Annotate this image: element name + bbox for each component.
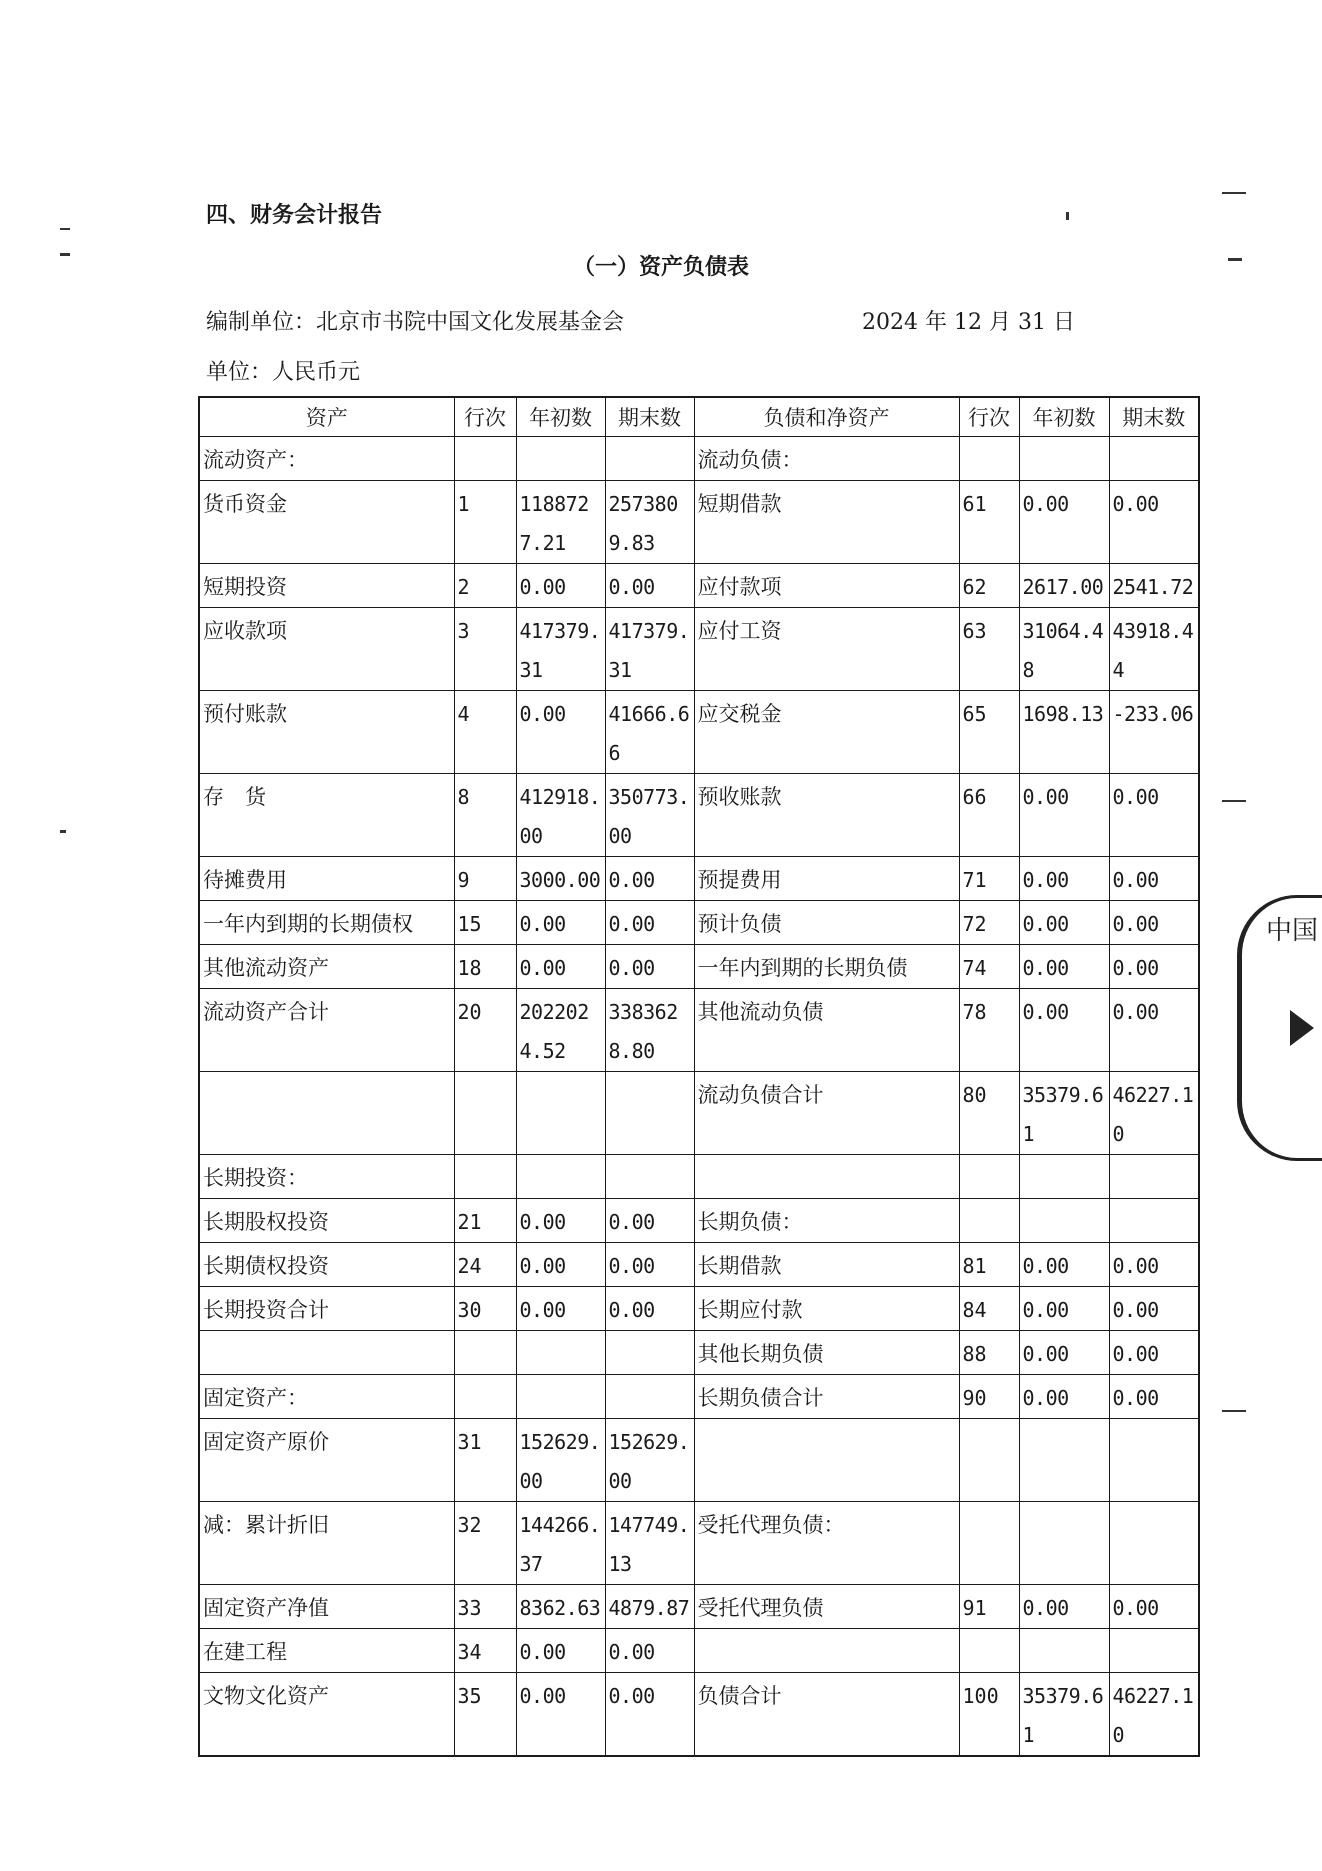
liability-name: 长期借款 <box>694 1243 959 1287</box>
table-row <box>199 1243 1199 1287</box>
asset-line-no: 35 <box>454 1673 516 1757</box>
liability-end-value: 0.00 <box>1109 989 1199 1072</box>
asset-end-value: 0.00 <box>605 1673 694 1757</box>
table-row <box>199 989 1199 1072</box>
table-row <box>199 1375 1199 1419</box>
asset-begin-value <box>516 437 605 481</box>
liability-name: 流动负债合计 <box>694 1072 959 1155</box>
asset-end-value: 0.00 <box>605 901 694 945</box>
liability-name: 其他长期负债 <box>694 1331 959 1375</box>
table-row <box>199 901 1199 945</box>
asset-begin-value: 1188727.21 <box>516 481 605 564</box>
asset-name: 文物文化资产 <box>199 1673 454 1757</box>
asset-name: 长期投资： <box>199 1155 454 1199</box>
asset-begin-value: 417379.31 <box>516 608 605 691</box>
asset-name: 在建工程 <box>199 1629 454 1673</box>
asset-line-no: 24 <box>454 1243 516 1287</box>
liability-name: 长期负债合计 <box>694 1375 959 1419</box>
asset-line-no <box>454 1331 516 1375</box>
liability-line-no <box>959 1199 1019 1243</box>
asset-name: 存 货 <box>199 774 454 857</box>
asset-name: 一年内到期的长期债权 <box>199 901 454 945</box>
asset-begin-value: 2022024.52 <box>516 989 605 1072</box>
asset-begin-value: 0.00 <box>516 1199 605 1243</box>
asset-end-value <box>605 1375 694 1419</box>
asset-end-value: 0.00 <box>605 857 694 901</box>
liability-end-value: 2541.72 <box>1109 564 1199 608</box>
asset-name: 货币资金 <box>199 481 454 564</box>
liability-name: 应付工资 <box>694 608 959 691</box>
table-row <box>199 1155 1199 1199</box>
table-row <box>199 564 1199 608</box>
asset-begin-value <box>516 1155 605 1199</box>
asset-end-value <box>605 1331 694 1375</box>
asset-line-no <box>454 437 516 481</box>
asset-line-no: 31 <box>454 1419 516 1502</box>
asset-line-no <box>454 1155 516 1199</box>
liability-end-value: 0.00 <box>1109 1331 1199 1375</box>
asset-line-no: 33 <box>454 1585 516 1629</box>
asset-end-value <box>605 1072 694 1155</box>
table-row <box>199 1673 1199 1757</box>
header-end: 期末数 <box>1109 397 1199 437</box>
table-header-row <box>199 397 1199 437</box>
asset-name <box>199 1072 454 1155</box>
liability-line-no: 91 <box>959 1585 1019 1629</box>
header-line-no: 行次 <box>959 397 1019 437</box>
asset-begin-value: 0.00 <box>516 945 605 989</box>
liability-begin-value: 0.00 <box>1019 1243 1109 1287</box>
liability-end-value <box>1109 1199 1199 1243</box>
liability-begin-value: 0.00 <box>1019 774 1109 857</box>
liability-name: 预提费用 <box>694 857 959 901</box>
liability-end-value: 46227.10 <box>1109 1673 1199 1757</box>
liability-line-no <box>959 1155 1019 1199</box>
table-row <box>199 608 1199 691</box>
liability-end-value: 0.00 <box>1109 774 1199 857</box>
asset-end-value: 152629.00 <box>605 1419 694 1502</box>
asset-name: 其他流动资产 <box>199 945 454 989</box>
table-row <box>199 1629 1199 1673</box>
liability-line-no: 66 <box>959 774 1019 857</box>
table-row <box>199 1287 1199 1331</box>
section-title: 四、财务会计报告 <box>206 202 383 228</box>
asset-end-value: 350773.00 <box>605 774 694 857</box>
liability-end-value: 0.00 <box>1109 901 1199 945</box>
liability-begin-value: 35379.61 <box>1019 1673 1109 1757</box>
asset-line-no: 30 <box>454 1287 516 1331</box>
asset-line-no: 15 <box>454 901 516 945</box>
asset-begin-value: 0.00 <box>516 691 605 774</box>
liability-end-value: 46227.10 <box>1109 1072 1199 1155</box>
asset-begin-value <box>516 1331 605 1375</box>
asset-name: 长期股权投资 <box>199 1199 454 1243</box>
report-date: 2024 年 12 月 31 日 <box>862 310 1075 335</box>
asset-name: 流动资产： <box>199 437 454 481</box>
liability-begin-value: 0.00 <box>1019 1287 1109 1331</box>
liability-begin-value <box>1019 1502 1109 1585</box>
header-asset: 资产 <box>199 397 454 437</box>
asset-name <box>199 1331 454 1375</box>
liability-name: 短期借款 <box>694 481 959 564</box>
table-row <box>199 1585 1199 1629</box>
liability-begin-value: 31064.48 <box>1019 608 1109 691</box>
liability-line-no <box>959 1629 1019 1673</box>
asset-end-value <box>605 1155 694 1199</box>
table-row <box>199 857 1199 901</box>
header-line-no: 行次 <box>454 397 516 437</box>
asset-end-value: 0.00 <box>605 1243 694 1287</box>
liability-begin-value: 1698.13 <box>1019 691 1109 774</box>
balance-sheet-table <box>198 396 1200 1757</box>
asset-line-no: 9 <box>454 857 516 901</box>
asset-line-no: 34 <box>454 1629 516 1673</box>
liability-line-no: 88 <box>959 1331 1019 1375</box>
asset-name: 预付账款 <box>199 691 454 774</box>
liability-begin-value <box>1019 1155 1109 1199</box>
asset-end-value: 0.00 <box>605 1287 694 1331</box>
table-row <box>199 1072 1199 1155</box>
liability-name <box>694 1155 959 1199</box>
stamp-seal-text: 中国 <box>1265 916 1318 946</box>
liability-line-no: 100 <box>959 1673 1019 1757</box>
table-row <box>199 1502 1199 1585</box>
asset-end-value: 0.00 <box>605 1199 694 1243</box>
liability-line-no: 80 <box>959 1072 1019 1155</box>
asset-name: 应收款项 <box>199 608 454 691</box>
liability-name: 其他流动负债 <box>694 989 959 1072</box>
asset-name: 流动资产合计 <box>199 989 454 1072</box>
liability-begin-value <box>1019 1629 1109 1673</box>
liability-begin-value <box>1019 437 1109 481</box>
asset-begin-value: 412918.00 <box>516 774 605 857</box>
asset-end-value: 41666.66 <box>605 691 694 774</box>
liability-end-value <box>1109 1419 1199 1502</box>
scan-speck <box>60 830 66 833</box>
asset-begin-value: 0.00 <box>516 901 605 945</box>
liability-name: 一年内到期的长期负债 <box>694 945 959 989</box>
currency-unit: 单位：人民币元 <box>206 360 361 385</box>
scan-speck <box>1066 212 1069 220</box>
liability-end-value: 0.00 <box>1109 1287 1199 1331</box>
header-begin: 年初数 <box>516 397 605 437</box>
asset-name: 固定资产： <box>199 1375 454 1419</box>
liability-name: 负债合计 <box>694 1673 959 1757</box>
table-row <box>199 945 1199 989</box>
liability-name: 应付款项 <box>694 564 959 608</box>
liability-end-value <box>1109 1629 1199 1673</box>
liability-name: 长期应付款 <box>694 1287 959 1331</box>
liability-line-no: 62 <box>959 564 1019 608</box>
liability-line-no: 71 <box>959 857 1019 901</box>
preparing-unit: 编制单位：北京市书院中国文化发展基金会 <box>206 310 625 335</box>
asset-begin-value: 8362.63 <box>516 1585 605 1629</box>
asset-begin-value <box>516 1375 605 1419</box>
asset-line-no: 3 <box>454 608 516 691</box>
asset-begin-value: 152629.00 <box>516 1419 605 1502</box>
asset-begin-value: 0.00 <box>516 1287 605 1331</box>
asset-end-value: 4879.87 <box>605 1585 694 1629</box>
asset-end-value: 0.00 <box>605 564 694 608</box>
liability-line-no: 81 <box>959 1243 1019 1287</box>
liability-line-no: 72 <box>959 901 1019 945</box>
liability-line-no: 61 <box>959 481 1019 564</box>
asset-line-no: 2 <box>454 564 516 608</box>
table-row <box>199 1199 1199 1243</box>
liability-name: 长期负债： <box>694 1199 959 1243</box>
asset-line-no: 4 <box>454 691 516 774</box>
table-title: （一）资产负债表 <box>572 254 749 280</box>
liability-line-no: 65 <box>959 691 1019 774</box>
liability-line-no: 63 <box>959 608 1019 691</box>
liability-name: 预收账款 <box>694 774 959 857</box>
asset-begin-value: 0.00 <box>516 564 605 608</box>
asset-begin-value: 0.00 <box>516 1673 605 1757</box>
asset-begin-value: 144266.37 <box>516 1502 605 1585</box>
liability-end-value: 43918.44 <box>1109 608 1199 691</box>
liability-name <box>694 1629 959 1673</box>
liability-begin-value <box>1019 1419 1109 1502</box>
liability-name: 预计负债 <box>694 901 959 945</box>
liability-begin-value <box>1019 1199 1109 1243</box>
header-liability: 负债和净资产 <box>694 397 959 437</box>
liability-name: 受托代理负债： <box>694 1502 959 1585</box>
asset-name: 固定资产净值 <box>199 1585 454 1629</box>
liability-end-value: 0.00 <box>1109 1243 1199 1287</box>
liability-end-value: 0.00 <box>1109 857 1199 901</box>
stamp-seal-mark <box>1290 1010 1314 1046</box>
scan-speck <box>1222 1410 1246 1412</box>
asset-line-no: 1 <box>454 481 516 564</box>
header-begin: 年初数 <box>1019 397 1109 437</box>
asset-end-value: 0.00 <box>605 945 694 989</box>
asset-end-value: 0.00 <box>605 1629 694 1673</box>
liability-name: 受托代理负债 <box>694 1585 959 1629</box>
liability-end-value: 0.00 <box>1109 481 1199 564</box>
liability-line-no: 74 <box>959 945 1019 989</box>
scan-speck <box>60 253 70 256</box>
liability-end-value <box>1109 1155 1199 1199</box>
liability-begin-value: 0.00 <box>1019 901 1109 945</box>
liability-begin-value: 0.00 <box>1019 1331 1109 1375</box>
table-row <box>199 774 1199 857</box>
asset-end-value: 417379.31 <box>605 608 694 691</box>
liability-begin-value: 0.00 <box>1019 1585 1109 1629</box>
liability-line-no: 78 <box>959 989 1019 1072</box>
table-row <box>199 691 1199 774</box>
liability-end-value: 0.00 <box>1109 1375 1199 1419</box>
liability-begin-value: 0.00 <box>1019 989 1109 1072</box>
asset-name: 长期债权投资 <box>199 1243 454 1287</box>
asset-end-value: 147749.13 <box>605 1502 694 1585</box>
asset-end-value <box>605 437 694 481</box>
asset-line-no: 8 <box>454 774 516 857</box>
liability-begin-value: 0.00 <box>1019 481 1109 564</box>
liability-line-no <box>959 1419 1019 1502</box>
liability-begin-value: 0.00 <box>1019 1375 1109 1419</box>
liability-name <box>694 1419 959 1502</box>
asset-name: 固定资产原价 <box>199 1419 454 1502</box>
liability-line-no: 90 <box>959 1375 1019 1419</box>
asset-end-value: 3383628.80 <box>605 989 694 1072</box>
asset-name: 待摊费用 <box>199 857 454 901</box>
table-row <box>199 1331 1199 1375</box>
liability-begin-value: 35379.61 <box>1019 1072 1109 1155</box>
liability-end-value: -233.06 <box>1109 691 1199 774</box>
asset-line-no: 32 <box>454 1502 516 1585</box>
scan-speck <box>1228 258 1242 261</box>
table-row <box>199 1419 1199 1502</box>
asset-name: 长期投资合计 <box>199 1287 454 1331</box>
liability-line-no: 84 <box>959 1287 1019 1331</box>
liability-end-value <box>1109 437 1199 481</box>
asset-begin-value: 3000.00 <box>516 857 605 901</box>
asset-name: 短期投资 <box>199 564 454 608</box>
liability-end-value: 0.00 <box>1109 1585 1199 1629</box>
asset-begin-value <box>516 1072 605 1155</box>
scan-speck <box>1222 800 1246 802</box>
asset-line-no <box>454 1375 516 1419</box>
asset-line-no: 18 <box>454 945 516 989</box>
liability-begin-value: 0.00 <box>1019 857 1109 901</box>
asset-begin-value: 0.00 <box>516 1243 605 1287</box>
liability-name: 流动负债： <box>694 437 959 481</box>
liability-line-no <box>959 1502 1019 1585</box>
header-end: 期末数 <box>605 397 694 437</box>
liability-end-value: 0.00 <box>1109 945 1199 989</box>
liability-line-no <box>959 437 1019 481</box>
liability-begin-value: 2617.00 <box>1019 564 1109 608</box>
asset-line-no: 20 <box>454 989 516 1072</box>
table-row <box>199 481 1199 564</box>
table-row <box>199 437 1199 481</box>
asset-name: 减：累计折旧 <box>199 1502 454 1585</box>
asset-end-value: 2573809.83 <box>605 481 694 564</box>
asset-line-no: 21 <box>454 1199 516 1243</box>
scan-speck <box>60 228 70 230</box>
liability-end-value <box>1109 1502 1199 1585</box>
asset-begin-value: 0.00 <box>516 1629 605 1673</box>
liability-name: 应交税金 <box>694 691 959 774</box>
liability-begin-value: 0.00 <box>1019 945 1109 989</box>
asset-line-no <box>454 1072 516 1155</box>
scan-speck <box>1222 192 1246 194</box>
